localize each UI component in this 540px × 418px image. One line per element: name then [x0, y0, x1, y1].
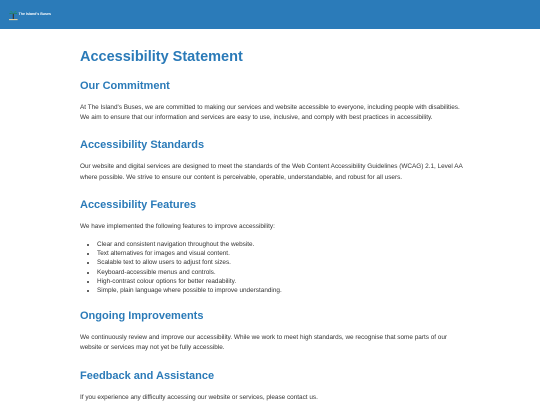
features-list: [80, 240, 465, 295]
list-item: • Simple, plain language where possible to improve understanding.: [97, 286, 465, 295]
section-heading: Accessibility Standards: [80, 139, 205, 152]
section-paragraph: Our website and digital services are designed to meet the standards of the Web Content Accessibility Guidelines (WCAG) 2.1, Level AA where possible. We strive to ensure our content is perceivable, operable, understandable, and robust for all users.: [80, 163, 463, 181]
section-intro: We have implemented the following features to improve accessibility:: [80, 222, 275, 230]
section-heading: Accessibility Features: [80, 198, 197, 211]
list-item: • Scalable text to allow users to adjust font sizes.: [97, 258, 465, 267]
list-item: • Clear and consistent navigation throughout the website.: [97, 240, 465, 249]
list-item: • High-contrast colour options for better readability.: [97, 277, 465, 286]
section-accessibility-features: [80, 198, 465, 295]
section-heading: Feedback and Assistance: [80, 369, 215, 382]
logo-text: The Island's Buses: [18, 12, 51, 17]
section-heading: Ongoing Improvements: [80, 310, 204, 323]
list-item: • Text alternatives for images and visual content.: [97, 249, 465, 258]
section-paragraph: We continuously review and improve our accessibility. While we work to meet high standards, we recognise that some parts of our website or services may not yet be fully accessible.: [80, 334, 448, 352]
section-feedback-assistance: [80, 369, 465, 403]
site-logo-link[interactable]: [9, 8, 51, 22]
top-header-bar: [0, 0, 540, 29]
main-content: [80, 47, 465, 418]
section-accessibility-standards: [80, 138, 465, 182]
section-paragraph: If you experience any difficulty accessing our website or services, please contact us.: [80, 393, 318, 401]
section-paragraph: At The Island's Buses, we are committed to making our services and website accessible to everyone, including people with disabilities. We aim to ensure that our information and services are easy to use, inclusive, and comply with best practices in accessibility.: [80, 104, 460, 122]
section-ongoing-improvements: [80, 309, 465, 353]
page-title: Accessibility Statement: [80, 49, 243, 65]
section-our-commitment: [80, 79, 465, 123]
list-item: • Keyboard-accessible menus and controls.: [97, 268, 465, 277]
section-heading: Our Commitment: [80, 80, 170, 92]
palm-tree-logo-icon: [9, 9, 18, 22]
